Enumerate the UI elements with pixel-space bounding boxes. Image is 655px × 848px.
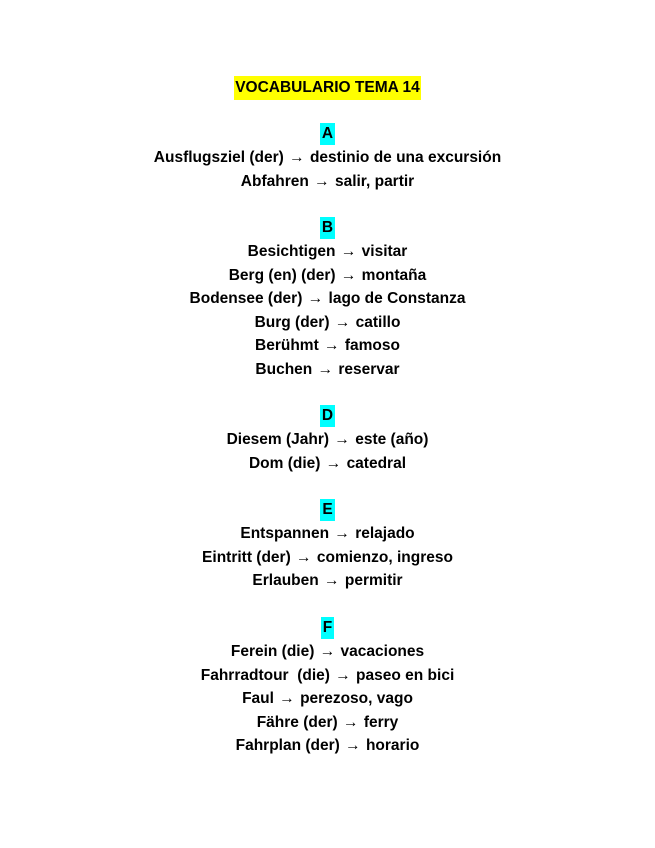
vocab-entry [0,146,655,170]
page-title: VOCABULARIO TEMA 14 [234,76,421,100]
section-letter: D [320,405,335,427]
german-term: Fahrradtour (die) [200,666,330,684]
arrow-right-icon: → [334,431,350,448]
section-letter: B [320,217,335,239]
section-letter-line [0,216,655,240]
german-term: Faul [242,690,274,708]
spanish-translation: ferry [363,713,399,731]
german-term: Bodensee (der) [189,290,303,308]
vocab-entry [0,287,655,311]
section-b [0,216,655,382]
german-term: Dom (die) [248,454,321,472]
vocab-entry [0,522,655,546]
spanish-translation: destinio de una excursión [309,149,502,166]
vocab-entry [0,311,655,335]
arrow-right-icon: → [289,149,305,166]
section-letter-line [0,122,655,146]
vocab-entry [0,687,655,711]
german-term: Fahrplan (der) [235,737,340,755]
vocab-entry [0,734,655,758]
section-letter: E [320,499,334,521]
spanish-translation: salir, partir [334,172,415,190]
arrow-right-icon: → [340,266,357,284]
spanish-translation: lago de Constanza [328,290,466,308]
section-d [0,404,655,475]
vocab-entry [0,640,655,664]
arrow-right-icon: → [319,643,336,660]
spanish-translation: vacaciones [340,643,425,660]
section-letter: A [320,123,335,145]
section-letter: F [321,617,334,639]
spanish-translation: este (año) [355,431,429,448]
spanish-translation: famoso [344,337,400,355]
section-e [0,498,655,593]
spanish-translation: catillo [355,313,401,331]
german-term: Berühmt [255,337,319,355]
spanish-translation: reservar [338,360,400,378]
german-term: Berg (en) (der) [228,266,336,284]
vocab-entry [0,711,655,735]
arrow-right-icon: → [324,337,340,355]
vocab-entry [0,358,655,382]
vocab-entry [0,334,655,358]
spanish-translation: perezoso, vago [300,690,413,708]
section-f [0,616,655,758]
title-container [0,76,655,100]
spanish-translation: permitir [344,572,403,590]
arrow-right-icon: → [343,713,359,731]
arrow-right-icon: → [340,243,357,260]
vocab-entry [0,664,655,688]
arrow-right-icon: → [314,172,330,190]
vocab-entry [0,546,655,570]
spanish-translation: visitar [361,243,408,260]
german-term: Entspannen [240,525,330,542]
german-term: Fähre (der) [256,713,338,731]
arrow-right-icon: → [325,454,342,472]
german-term: Diesem (Jahr) [226,431,330,448]
german-term: Ferein (die) [230,643,315,660]
arrow-right-icon: → [279,690,295,708]
vocab-entry [0,452,655,476]
arrow-right-icon: → [345,737,361,755]
arrow-right-icon: → [335,666,351,684]
arrow-right-icon: → [324,572,340,590]
arrow-right-icon: → [296,548,312,566]
german-term: Eintritt (der) [202,548,291,566]
arrow-right-icon: → [307,290,324,308]
section-a [0,122,655,193]
vocab-entry [0,569,655,593]
spanish-translation: paseo en bici [356,666,455,684]
spanish-translation: comienzo, ingreso [316,548,453,566]
section-letter-line [0,616,655,640]
vocab-entry [0,170,655,194]
spanish-translation: horario [365,737,420,755]
arrow-right-icon: → [334,313,351,331]
german-term: Burg (der) [254,313,330,331]
arrow-right-icon: → [334,525,350,542]
vocab-entry [0,428,655,452]
arrow-right-icon: → [317,360,334,378]
section-letter-line [0,404,655,428]
section-letter-line [0,498,655,522]
spanish-translation: catedral [346,454,407,472]
spanish-translation: montaña [361,266,427,284]
vocab-entry [0,264,655,288]
spanish-translation: relajado [355,525,415,542]
german-term: Abfahren [240,172,309,190]
vocab-entry [0,240,655,264]
german-term: Ausflugsziel (der) [153,149,284,166]
german-term: Buchen [255,360,313,378]
german-term: Erlauben [252,572,319,590]
german-term: Besichtigen [247,243,336,260]
